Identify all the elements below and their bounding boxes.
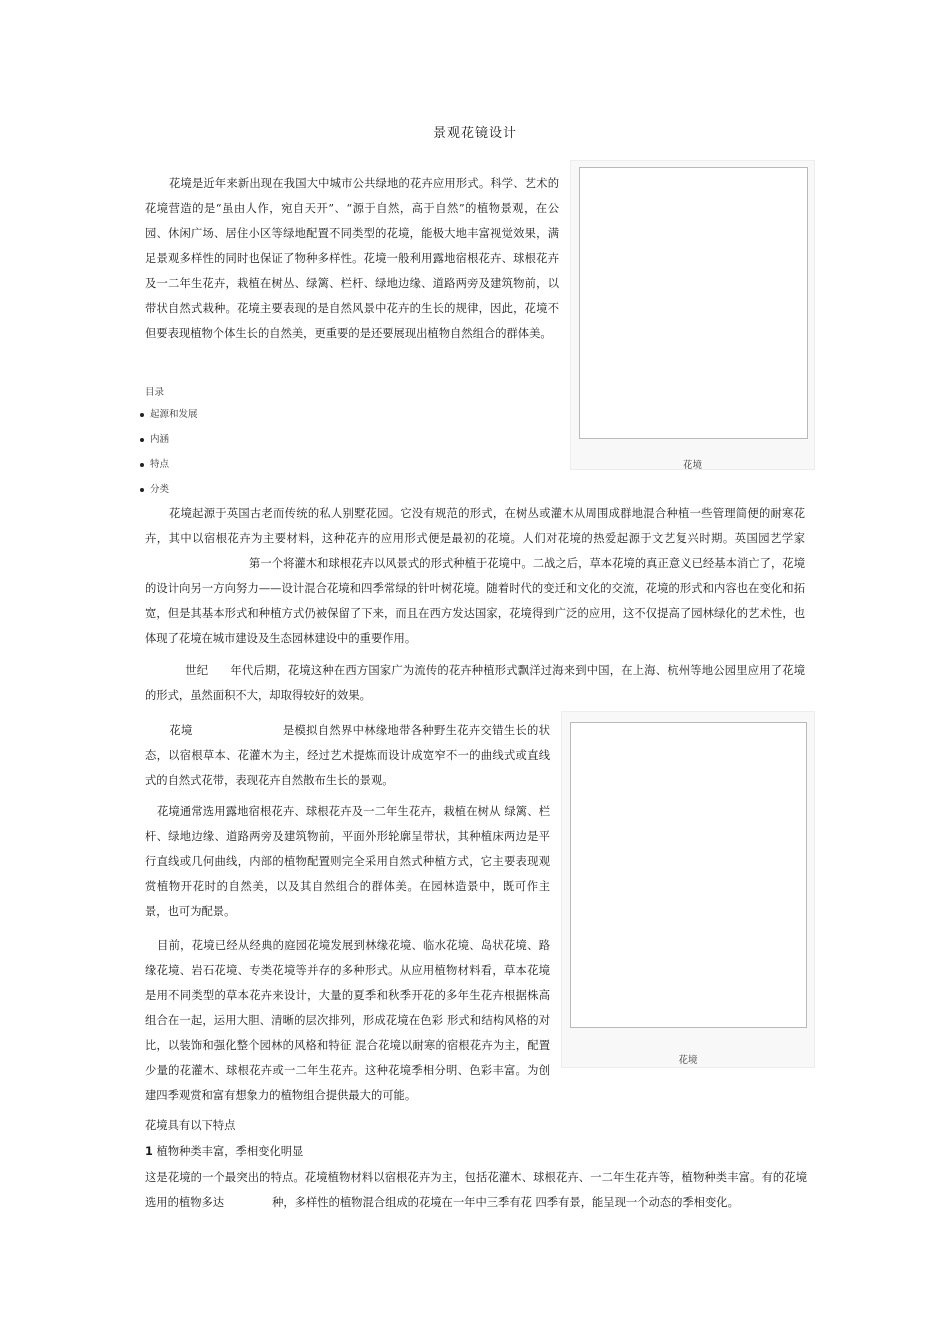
toc-list	[140, 402, 198, 502]
china-text-1: 世纪	[185, 664, 209, 677]
feature-1-text-1: 这是花境的一个最突出的特点。花境植物材料以宿根花卉为主，包括花灌木、球根花卉、一二年生花卉等，植物种类丰富。有的花境选用的植物多达	[145, 1171, 807, 1209]
china-text-2: 年代后期，花境这种在西方国家广为流传的花卉种植形式飘洋过海来到中国，在上海、杭州等地公园里应用了花境的形式，虽然面积不大，却取得较好的效果。	[145, 664, 805, 702]
figure-flower-border-1	[570, 160, 815, 470]
toc-link-origin[interactable]: 起源和发展	[150, 409, 198, 420]
features-heading: 花境具有以下特点	[145, 1119, 236, 1132]
definition-text-1: 花境	[169, 724, 193, 737]
bullet-icon	[140, 413, 144, 417]
current-paragraph: 目前，花境已经从经典的庭园花境发展到林缘花境、临水花境、岛状花境、路缘花境、岩石花境、专类花境等并存的多种形式。从应用植物材料看，草本花境是用不同类型的草本花卉来设计，大量的夏季和秋季开花的多年生花卉根据株高组合在一起，运用大胆、清晰的层次排列，形成花境在色彩 形式和结构风格的对比，以装饰和强化整个园林的风格和特征 混合花境以耐寒的宿根花卉为主，配置少量的花灌木、球根花卉或一二年生花卉。这种花境季相分明、色彩丰富。为创建四季观赏和富有想象力的植物组合提供最大的可能。	[145, 939, 550, 1102]
common-paragraph: 花境通常选用露地宿根花卉、球根花卉及一二年生花卉，栽植在树从 绿篱、栏杆、绿地边缘、道路两旁及建筑物前，平面外形轮廓呈带状，其种植床两边是平行直线或几何曲线，内部的植物配置则完全采用自然式种植方式，它主要表现观赏植物开花时的自然美，以及其自然组合的群体美。在园林造景中，既可作主景，也可为配景。	[145, 805, 550, 918]
toc-link-connotation[interactable]: 内涵	[150, 434, 170, 445]
feature-1-text-2: 种，多样性的植物混合组成的花境在一年中三季有花 四季有景，能呈现一个动态的季相变化。	[272, 1196, 739, 1209]
origin-text-1: 花境起源于英国古老而传统的私人别墅花园。它没有规范的形式，在树丛或灌木从周围成群地混合种植一些管理简便的耐寒花卉，其中以宿根花卉为主要材料，这种花卉的应用形式便是最初的花境。人们对花境的热爱起源于文艺复兴时期。英国园艺学家	[145, 507, 805, 545]
page-title: 景观花镜设计	[432, 126, 517, 141]
image-placeholder	[579, 167, 808, 439]
toc-heading: 目录	[145, 387, 165, 398]
definition-paragraph	[145, 718, 550, 793]
toc-link-categories[interactable]: 分类	[150, 484, 170, 495]
origin-paragraph	[145, 501, 805, 651]
toc-item[interactable]	[140, 402, 198, 427]
toc-item[interactable]	[140, 427, 198, 452]
figure-flower-border-2	[561, 711, 815, 1068]
toc-item[interactable]	[140, 452, 198, 477]
image-placeholder	[570, 722, 807, 1028]
figure-caption: 花境	[682, 460, 702, 471]
bullet-icon	[140, 463, 144, 467]
figure-caption: 花境	[678, 1055, 698, 1066]
toc-item[interactable]	[140, 477, 198, 502]
feature-1-paragraph	[145, 1165, 807, 1215]
bullet-icon	[140, 488, 144, 492]
bullet-icon	[140, 438, 144, 442]
toc-link-features[interactable]: 特点	[150, 459, 170, 470]
definition-text-2: 是模拟自然界中林缘地带各种野生花卉交错生长的状态，以宿根草本、花灌木为主，经过艺术提炼而设计成宽窄不一的曲线式或直线式的自然式花带，表现花卉自然散布生长的景观。	[145, 724, 550, 787]
china-paragraph	[145, 658, 805, 708]
feature-title: 植物种类丰富，季相变化明显	[156, 1145, 304, 1158]
feature-1-heading	[145, 1139, 303, 1164]
origin-text-2: 第一个将灌木和球根花卉以风景式的形式种植于花境中。二战之后，草本花境的真正意义已经基本消亡了，花境的设计向另一方向努力——设计混合花境和四季常绿的针叶树花境。随着时代的变迁和文化的交流，花境的形式和内容也在变化和拓宽，但是其基本形式和种植方式仍被保留了下来，而且在西方发达国家，花境得到广泛的应用，这不仅提高了园林绿化的艺术性，也体现了花境在城市建设及生态园林建设中的重要作用。	[145, 557, 805, 645]
intro-paragraph: 花境是近年来新出现在我国大中城市公共绿地的花卉应用形式。科学、艺术的花境营造的是“虽由人作，宛自天开”、“源于自然，高于自然”的植物景观，在公园、休闲广场、居住小区等绿地配置不同类型的花境，能极大地丰富视觉效果，满足景观多样性的同时也保证了物种多样性。花境一般利用露地宿根花卉、球根花卉及一二年生花卉，栽植在树丛、绿篱、栏杆、绿地边缘、道路两旁及建筑物前，以带状自然式栽种。花境主要表现的是自然风景中花卉的生长的规律，因此，花境不但要表现植物个体生长的自然美，更重要的是还要展现出植物自然组合的群体美。	[145, 177, 559, 340]
feature-number: 1	[145, 1145, 153, 1158]
